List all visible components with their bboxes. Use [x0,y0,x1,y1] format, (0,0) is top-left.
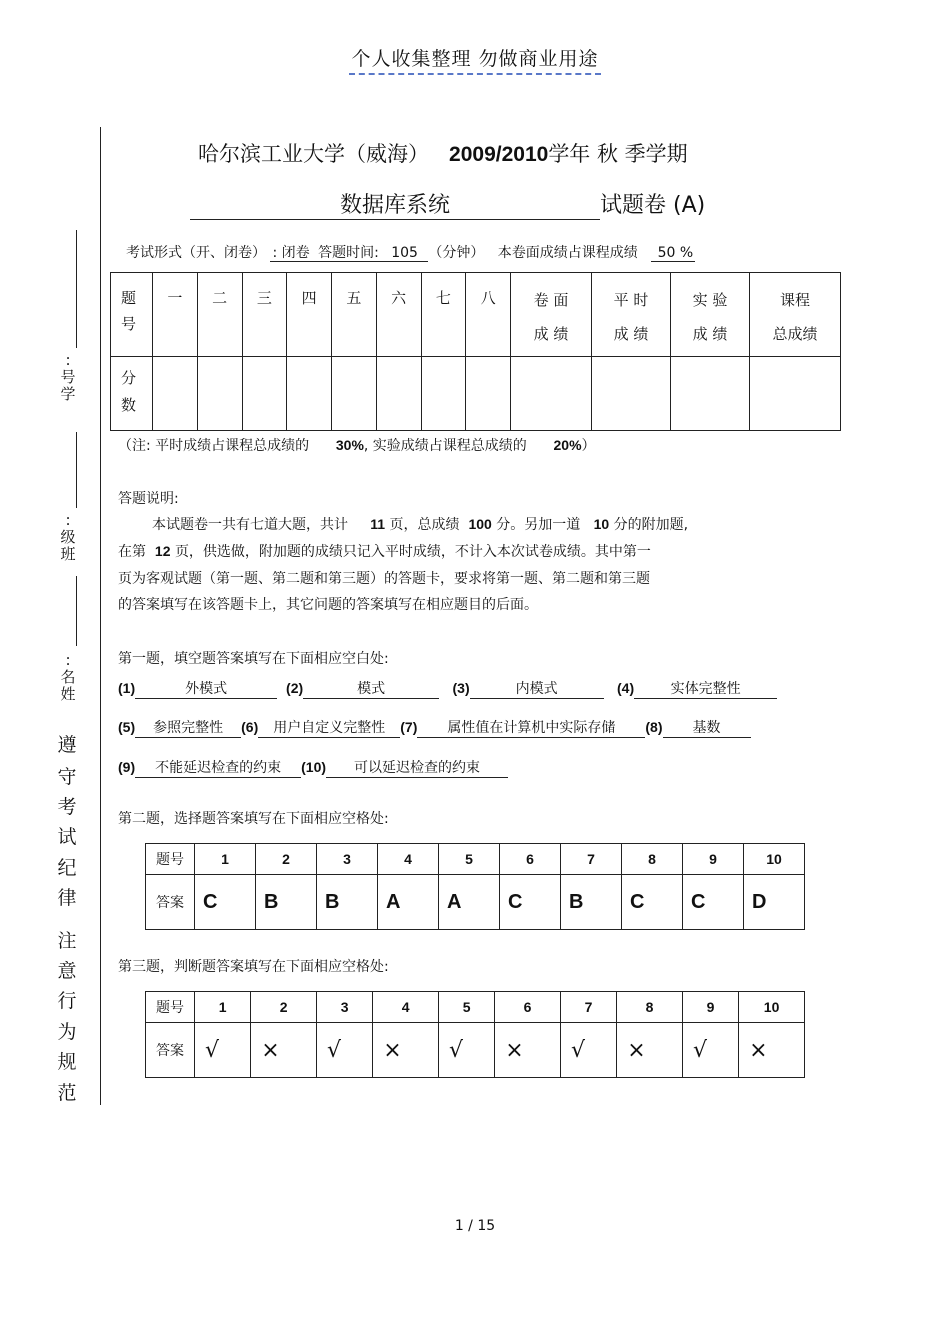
instructions-line: 本试题卷一共有七道大题，共计 11 页，总成绩 100 分。另加一道 10 分的附加题, [152,516,689,533]
q3-answer-cell: × [495,1023,561,1078]
q3-number-cell: 3 [316,992,372,1023]
q3-answer-cell: √ [438,1023,494,1078]
q2-number-cell: 8 [622,844,683,875]
side-underline [76,432,77,508]
course-title: 数据库系统 试题卷 (A) [190,188,705,220]
exam-info: 考试形式（开、闭卷） : 闭卷 答题时间: 105 （分钟） 本卷面成绩占课程成绩 50 % [126,245,694,261]
score-note: （注: 平时成绩占课程总成绩的 30%, 实验成绩占课程总成绩的 20%） [118,437,596,454]
q2-number-cell: 3 [317,844,378,875]
instructions-line: 的答案填写在该答题卡上，其它问题的答案填写在相应题目的后面。 [118,597,538,613]
q2-number-cell: 6 [500,844,561,875]
page-number: 1 / 15 [454,1218,496,1234]
q3-number-cell: 5 [438,992,494,1023]
q2-number-cell: 10 [744,844,805,875]
instructions-heading: 答题说明: [118,491,179,507]
slogan-char: 遵 [57,734,77,756]
q3-number-cell: 10 [739,992,805,1023]
slogan-char: 规 [57,1051,77,1073]
q3-number-cell: 4 [373,992,439,1023]
score-table: 题 号 一 二 三 四 五 六 七 八 卷 面 成 绩 平 时 成 绩 实 验 成 绩 课程 总成绩 分 数 [110,272,841,431]
slogan-char: 范 [57,1082,77,1104]
slogan-char: 意 [57,960,77,982]
q3-answer-cell: √ [316,1023,372,1078]
slogan-char: 考 [57,796,77,818]
instructions-line: 页为客观试题（第一题、第二题和第三题）的答题卡，要求将第一题、第二题和第三题 [118,571,650,587]
label-class: : 级 班 [60,511,76,563]
q2-answer-table: 题号 1 2 3 4 5 6 7 8 9 10 答案 C B B A A C B C C D [145,843,805,930]
q2-number-cell: 7 [561,844,622,875]
q3-answer-cell: √ [195,1023,251,1078]
slogan-char: 试 [57,826,77,848]
q2-heading: 第二题，选择题答案填写在下面相应空格处: [118,811,389,827]
q2-number-cell: 4 [378,844,439,875]
q2-answer-cell: A [378,875,439,930]
q2-number-cell: 5 [439,844,500,875]
slogan-char: 守 [57,766,77,788]
q3-number-cell: 2 [251,992,317,1023]
q2-answer-cell: C [500,875,561,930]
q2-answer-cell: A [439,875,500,930]
q3-answer-cell: × [617,1023,683,1078]
slogan-char: 行 [57,990,77,1012]
slogan-char: 注 [57,930,77,952]
q3-heading: 第三题，判断题答案填写在下面相应空格处: [118,959,389,975]
q2-answer-cell: B [317,875,378,930]
q2-answer-cell: B [561,875,622,930]
slogan-char: 纪 [57,857,77,879]
q2-answer-cell: D [744,875,805,930]
q1-row: (1) 外模式 (2) 模式 (3) 内模式 (4) 实体完整性 [118,678,777,699]
slogan-char: 律 [57,887,77,909]
q2-answer-cell: B [256,875,317,930]
q3-number-cell: 1 [195,992,251,1023]
q2-answer-cell: C [683,875,744,930]
q3-answer-cell: × [251,1023,317,1078]
page-header: 个人收集整理 勿做商业用途 [0,44,950,71]
q3-answer-cell: × [373,1023,439,1078]
q1-heading: 第一题，填空题答案填写在下面相应空白处: [118,651,389,667]
side-underline [76,576,77,646]
q2-number-cell: 1 [195,844,256,875]
q1-row: (9) 不能延迟检查的约束 (10) 可以延迟检查的约束 [118,757,508,778]
q3-number-cell: 6 [495,992,561,1023]
q2-answer-cell: C [195,875,256,930]
exam-title: 哈尔滨工业大学（威海） 2009/2010学年 秋 季学期 [198,142,688,166]
q3-answer-cell: √ [682,1023,738,1078]
q3-answer-table: 题号 1 2 3 4 5 6 7 8 9 10 答案 √ × √ × √ × √ × √ × [145,991,805,1078]
q3-number-cell: 8 [617,992,683,1023]
q1-row: (5) 参照完整性 (6) 用户自定义完整性 (7) 属性值在计算机中实际存储 (8) 基数 [118,717,751,738]
q3-answer-cell: × [739,1023,805,1078]
slogan-char: 为 [57,1021,77,1043]
side-underline [76,230,77,348]
label-student-id: : 号 学 [60,351,76,403]
q2-number-cell: 2 [256,844,317,875]
q2-number-cell: 9 [683,844,744,875]
q2-answer-cell: C [622,875,683,930]
instructions-line: 在第 12 页，供选做，附加题的成绩只记入平时成绩，不计入本次试卷成绩。其中第一 [118,543,651,560]
q3-number-cell: 7 [560,992,616,1023]
q3-answer-cell: √ [560,1023,616,1078]
q3-number-cell: 9 [682,992,738,1023]
label-name: : 名 姓 [60,651,76,703]
binding-line [100,127,101,1105]
